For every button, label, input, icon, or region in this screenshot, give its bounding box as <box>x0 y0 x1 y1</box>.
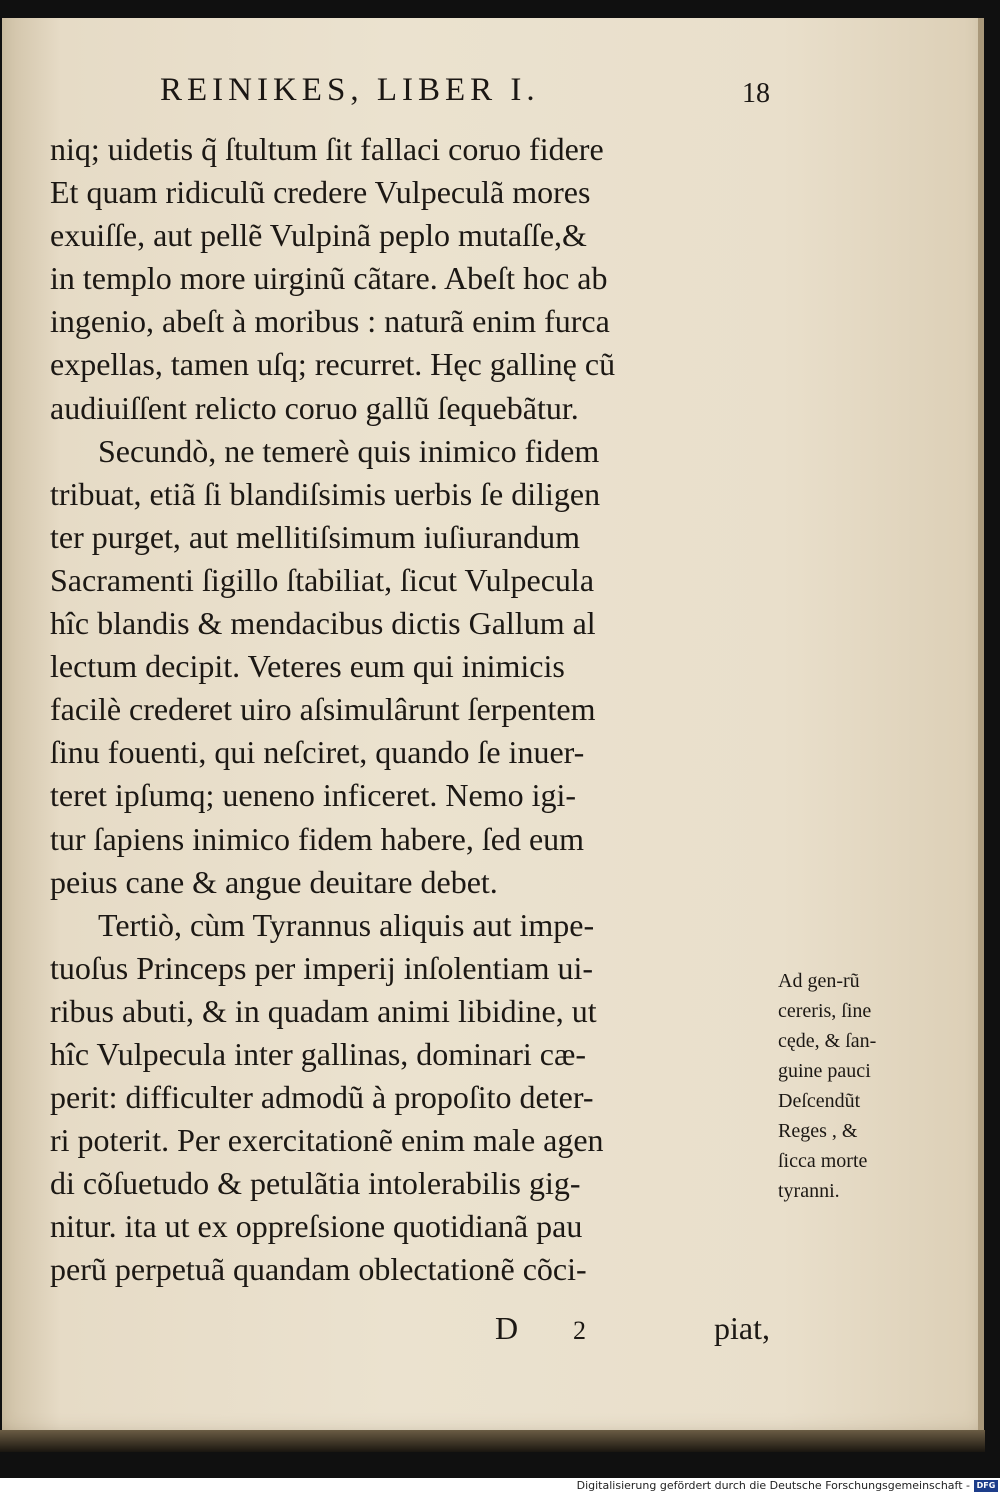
text-line: hîc blandis & mendacibus dictis Gallum al <box>50 605 596 642</box>
signature-number: 2 <box>573 1316 586 1345</box>
text-line: expellas, tamen uſq; recurret. Hęc gallinę cũ <box>50 346 616 383</box>
text-line: di cõſuetudo & petulãtia intolerabilis gig- <box>50 1165 581 1202</box>
text-line: niq; uidetis q̃ ſtultum ſit fallaci coruo fidere <box>50 131 604 167</box>
text-line: ſinu fouenti, qui neſciret, quando ſe inuer- <box>50 734 585 771</box>
margin-note-line: tyranni. <box>778 1180 840 1202</box>
text-line: facilè crederet uiro aſsimulârunt ſerpentem <box>50 691 596 728</box>
text-line: teret ipſumq; ueneno inficeret. Nemo igi- <box>50 777 577 814</box>
paragraph-start-line: Tertiò, cùm Tyrannus aliquis aut impe- <box>98 906 595 943</box>
margin-note-line: guine pauci <box>778 1060 871 1082</box>
text-line: in templo more uirginũ cãtare. Abeſt hoc ab <box>50 260 608 297</box>
text-line: tuoſus Princeps per imperij inſolentiam ui- <box>50 949 594 986</box>
margin-note-line: Deſcendũt <box>778 1090 861 1112</box>
text-line: ri poterit. Per exercitationẽ enim male agen <box>50 1122 604 1159</box>
text-line: lectum decipit. Veteres eum qui inimicis <box>50 648 565 685</box>
footer-bar <box>0 1478 1000 1495</box>
text-line: nitur. ita ut ex oppreſsione quotidianã pau <box>50 1208 583 1245</box>
text-line: perũ perpetuã quandam oblectationẽ cõci- <box>50 1251 587 1288</box>
text-line: ingenio, abeſt à moribus : naturã enim furca <box>50 303 610 340</box>
margin-note-line: Ad gen-rũ <box>778 970 860 992</box>
text-line: Sacramenti ſigillo ſtabiliat, ſicut Vulpecula <box>50 561 595 598</box>
running-head <box>160 72 770 112</box>
text-line: tribuat, etiã ſi blandiſsimis uerbis ſe diligen <box>50 475 601 512</box>
page-number: 18 <box>742 78 770 109</box>
margin-note-line: cereris, ſine <box>778 1000 872 1022</box>
margin-note-line: cęde, & ſan- <box>778 1030 877 1052</box>
text-line: Et quam ridiculũ credere Vulpeculã mores <box>50 174 591 211</box>
text-line: exuiſſe, aut pellẽ Vulpinã peplo mutaſſe,& <box>50 217 587 254</box>
marginal-note <box>778 966 928 1206</box>
running-head-title: REINIKES, LIBER I. <box>160 72 540 108</box>
catchword: piat, <box>714 1310 770 1346</box>
text-line: ribus abuti, & in quadam animi libidine, ut <box>50 992 597 1029</box>
text-line: ter purget, aut mellitiſsimum iuſiurandum <box>50 518 580 555</box>
text-line: perit: difficulter admodũ à propoſito deter- <box>50 1079 594 1116</box>
margin-note-line: ſicca morte <box>778 1150 868 1172</box>
funding-credit: Digitalisierung gefördert durch die Deutsche Forschungsgemeinschaft - <box>576 1479 970 1492</box>
signature-line <box>495 1310 770 1354</box>
dfg-logo-icon: DFG <box>974 1480 998 1492</box>
body-text <box>50 128 770 1292</box>
text-line: hîc Vulpecula inter gallinas, dominari cæ- <box>50 1035 586 1072</box>
text-line: audiuiſſent relicto coruo gallũ ſequebãtur. <box>50 389 579 426</box>
text-line: tur ſapiens inimico fidem habere, ſed eum <box>50 820 585 857</box>
page-edge-shadow <box>0 1430 985 1452</box>
signature-mark: D <box>495 1310 519 1346</box>
margin-note-line: Reges , & <box>778 1120 858 1142</box>
paragraph-start-line: Secundò, ne temerè quis inimico fidem <box>98 432 600 469</box>
text-line: peius cane & angue deuitare debet. <box>50 863 498 900</box>
